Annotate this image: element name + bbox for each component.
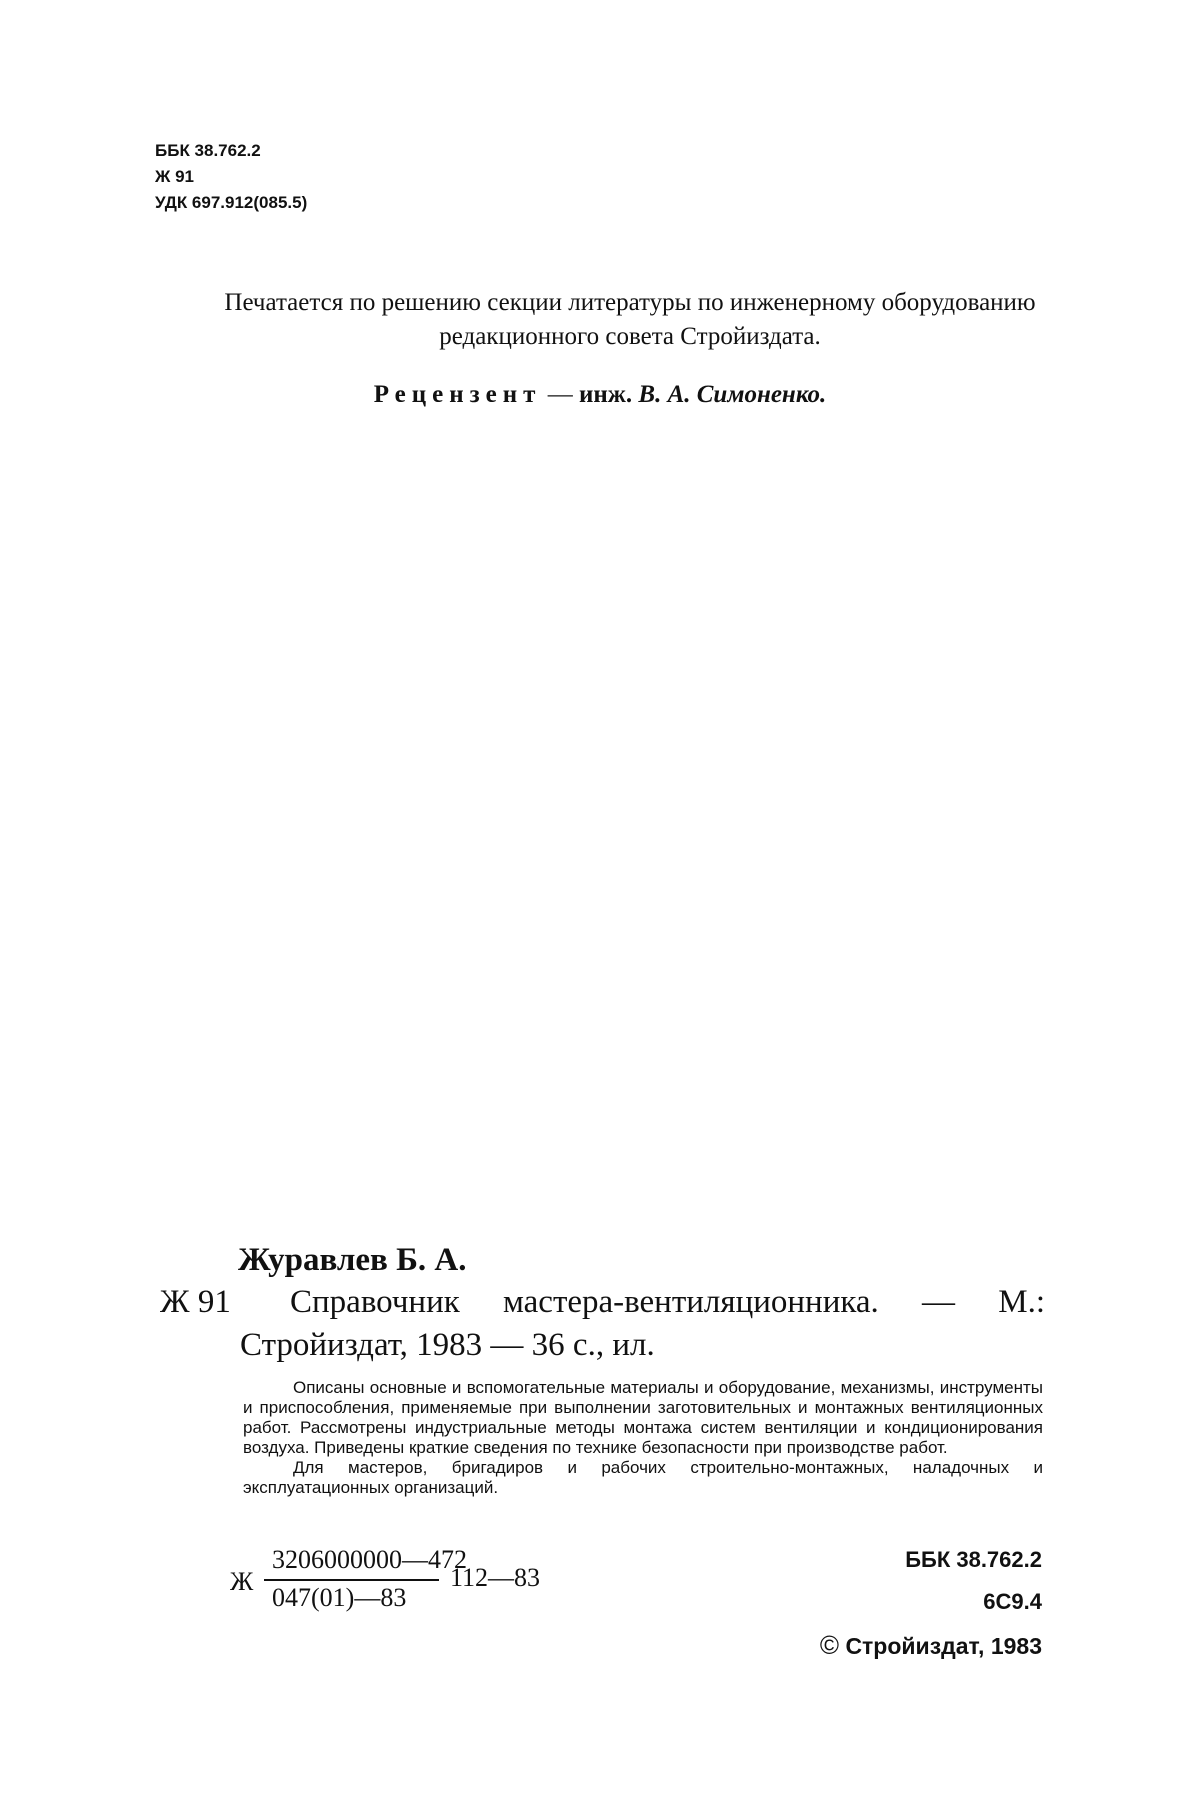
- record-author: Журавлев Б. А.: [238, 1242, 467, 1278]
- classification-formula: [230, 1545, 570, 1625]
- reviewer-label: Рецензент: [373, 381, 542, 408]
- audience-text: Для мастеров, бригадиров и рабочих строительно-монтажных, наладочных и эксплуатационных организаций.: [243, 1458, 1043, 1497]
- copyright-symbol: ©: [819, 1630, 840, 1660]
- formula-suffix: 112—83: [450, 1563, 541, 1592]
- bbk-code: ББК 38.762.2: [155, 141, 261, 160]
- copyright-publisher: Стройиздат,: [845, 1633, 985, 1659]
- record-title-line-1: Справочник мастера-вентиляционника. — М.:: [290, 1284, 1045, 1320]
- subject-code: 6С9.4: [983, 1589, 1042, 1614]
- formula-letter: Ж: [230, 1567, 254, 1596]
- author-cipher: Ж 91: [155, 167, 194, 186]
- record-title-line-2: Стройиздат, 1983 — 36 с., ил.: [240, 1327, 655, 1363]
- catalog-codes: [155, 138, 307, 216]
- publication-decision: Печатается по решению секции литературы по инженерному оборудованию редакционного совета Стройиздата.: [224, 289, 1036, 350]
- bbk-code-footer: ББК 38.762.2: [905, 1547, 1042, 1572]
- udk-code: УДК 697.912(085.5): [155, 193, 308, 212]
- reviewer-dash: —: [541, 381, 579, 408]
- formula-denominator: 047(01)—83: [272, 1583, 407, 1612]
- record-abstract: [243, 1378, 1043, 1498]
- abstract-text: Описаны основные и вспомогательные материалы и оборудование, механизмы, инструменты и приспособления, применяемые при выполнении заготовительных и монтажных вентиляционных работ. Рассмотрены индустриальные методы монтажа систем вентиляции и кондиционирования воздуха. Приведены краткие сведения по технике безопасности при производстве работ.: [243, 1378, 1043, 1457]
- formula-numerator: 3206000000—472: [272, 1545, 467, 1574]
- copyright-year: 1983: [990, 1633, 1042, 1659]
- fraction-rule: [264, 1579, 439, 1581]
- reviewer-line: [0, 378, 1200, 412]
- reviewer-rank: инж.: [578, 381, 639, 408]
- copyright-line: [820, 1630, 1042, 1661]
- record-cipher: Ж 91: [160, 1284, 231, 1320]
- reviewer-name: В. А. Симоненко.: [638, 381, 827, 408]
